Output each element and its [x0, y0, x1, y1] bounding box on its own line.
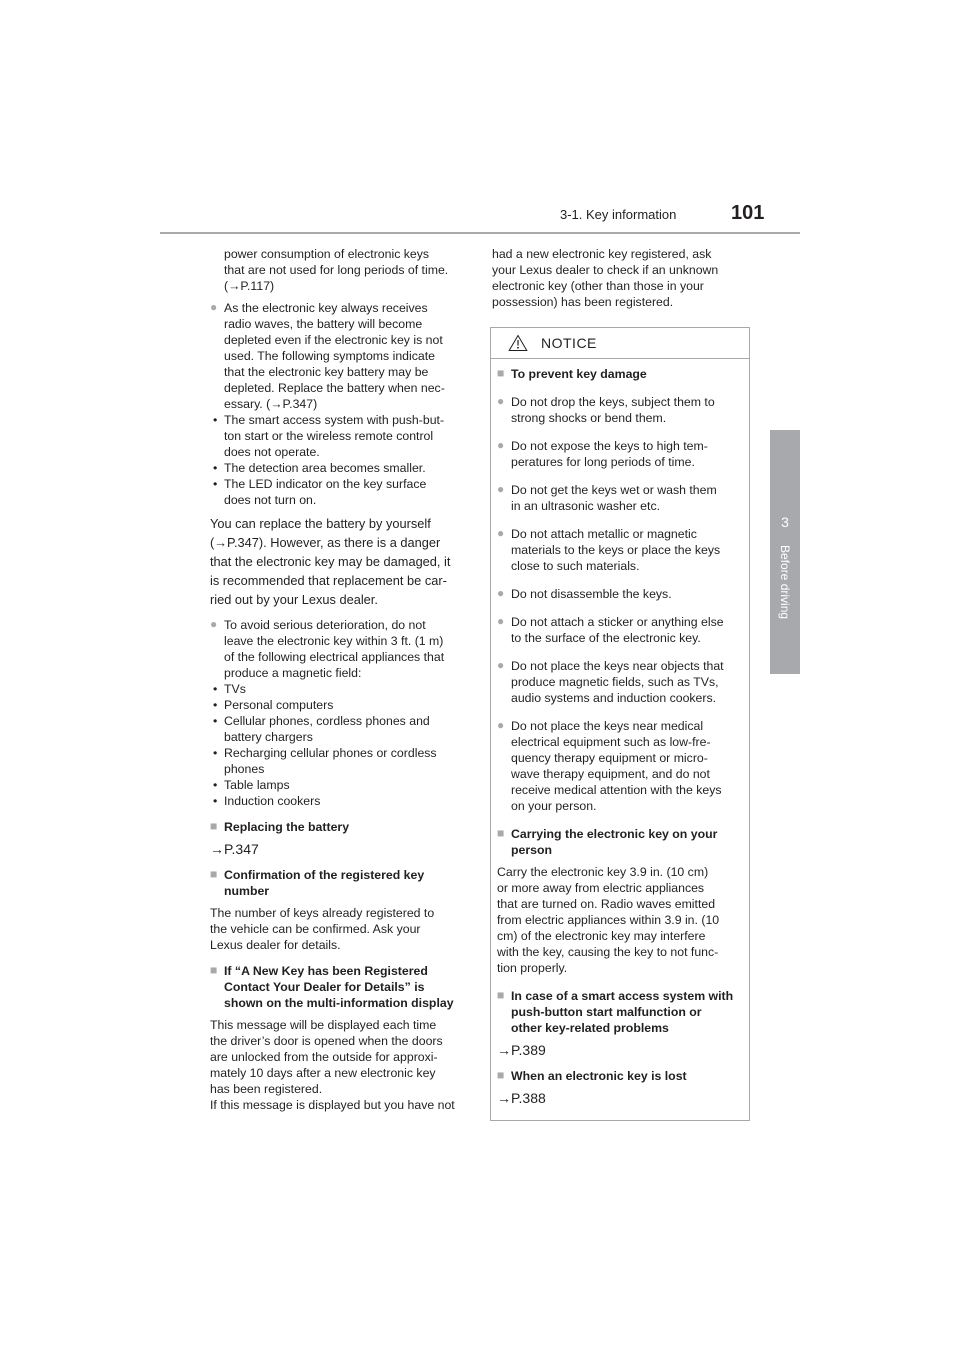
appliance-list [210, 681, 472, 809]
text-line: the driver’s door is opened when the doors [210, 1034, 443, 1048]
text-line: The smart access system with push-but- [224, 413, 445, 427]
text-line: receive medical attention with the keys [511, 783, 722, 797]
notice-bullet [497, 718, 741, 814]
list-item [210, 476, 472, 508]
text-line: Do not place the keys near medical [511, 719, 704, 733]
page-number: 101 [731, 202, 765, 224]
magnetic-field-bullet [210, 617, 472, 681]
text-line: that are turned on. Radio waves emitted [497, 897, 716, 911]
continued-paragraph [210, 246, 472, 294]
text-line: audio systems and induction cookers. [511, 691, 717, 705]
text-line: Do not get the keys wet or wash them [511, 483, 717, 497]
header-rule [160, 232, 800, 234]
text-line: cm) of the electronic key may interfere [497, 929, 706, 943]
list-item [210, 460, 472, 476]
text-line: is recommended that replacement be car- [210, 573, 447, 588]
text-line: Do not disassemble the keys. [511, 587, 672, 601]
text-line: power consumption of electronic keys [224, 247, 430, 261]
new-key-message-paragraph [210, 1017, 472, 1113]
battery-depletion-bullet [210, 300, 472, 412]
text-line: produce magnetic fields, such as TVs, [511, 675, 719, 689]
text-line: Personal computers [224, 698, 334, 712]
list-item [210, 713, 472, 745]
heading-new-key-message [210, 963, 472, 1011]
chapter-number: 3 [781, 514, 789, 530]
text-line: Table lamps [224, 778, 290, 792]
chapter-tab [770, 430, 800, 674]
heading-carrying-key [497, 826, 741, 858]
text-line: does not turn on. [224, 493, 317, 507]
text-line: on your person. [511, 799, 597, 813]
text-line: To avoid serious deterioration, do not [224, 618, 426, 632]
text-line: are unlocked from the outside for approxi- [210, 1050, 438, 1064]
text-line: TVs [224, 682, 246, 696]
text-line: If this message is displayed but you have not [210, 1098, 455, 1112]
text-line: or more away from electric appliances [497, 881, 705, 895]
text-line: (→P.117) [224, 279, 275, 293]
list-item [210, 412, 472, 460]
text-line: Induction cookers [224, 794, 321, 808]
text-line: ton start or the wireless remote control [224, 429, 434, 443]
text-line: produce a magnetic field: [224, 666, 362, 680]
text-line: The number of keys already registered to [210, 906, 435, 920]
reference-p389: →P.389 [497, 1042, 546, 1058]
notice-bullet [497, 526, 741, 574]
text-line: essary. (→P.347) [224, 397, 318, 411]
text-line: electrical equipment such as low-fre- [511, 735, 711, 749]
text-line: quency therapy equipment or micro- [511, 751, 708, 765]
notice-header [491, 328, 749, 359]
list-item [210, 745, 472, 777]
text-line: that the electronic key may be damaged, it [210, 554, 451, 569]
text-line: Do not place the keys near objects that [511, 659, 724, 673]
text-line: Carry the electronic key 3.9 in. (10 cm) [497, 865, 709, 879]
text-line: Carrying the electronic key on your [511, 827, 718, 841]
text-line: used. The following symptoms indicate [224, 349, 435, 363]
text-line: The detection area becomes smaller. [224, 461, 426, 475]
text-line: radio waves, the battery will become [224, 317, 423, 331]
text-line: Do not attach metallic or magnetic [511, 527, 697, 541]
text-line: possession) has been registered. [492, 295, 674, 309]
list-item [210, 697, 472, 713]
notice-bullet [497, 482, 741, 514]
text-line: battery chargers [224, 730, 313, 744]
carrying-key-paragraph [497, 864, 741, 976]
notice-bullet [497, 394, 741, 426]
heading-replacing-battery: ■ Replacing the battery [210, 819, 472, 835]
text-line: the vehicle can be confirmed. Ask your [210, 922, 421, 936]
text-line: other key-related problems [511, 1021, 669, 1035]
text-line: has been registered. [210, 1082, 323, 1096]
text-line: depleted even if the electronic key is not [224, 333, 443, 347]
text-line: Cellular phones, cordless phones and [224, 714, 430, 728]
notice-bullet [497, 586, 741, 602]
text-line: phones [224, 762, 265, 776]
notice-bullet [497, 438, 741, 470]
notice-bullet [497, 614, 741, 646]
warning-triangle-icon [508, 334, 528, 352]
heading-confirmation-key-number [210, 867, 472, 899]
text-line: to the surface of the electronic key. [511, 631, 701, 645]
text-line: The LED indicator on the key surface [224, 477, 427, 491]
list-item [210, 777, 472, 793]
text-line: Lexus dealer for details. [210, 938, 341, 952]
text-line: This message will be displayed each time [210, 1018, 437, 1032]
text-line: person [511, 843, 552, 857]
text-line: from electric appliances within 3.9 in. (10 [497, 913, 720, 927]
notice-box [490, 327, 750, 1121]
confirmation-paragraph [210, 905, 472, 953]
text-line: with the key, causing the key to not func- [497, 945, 719, 959]
text-line: materials to the keys or place the keys [511, 543, 721, 557]
battery-replacement-paragraph [210, 514, 472, 609]
text-line: Do not expose the keys to high tem- [511, 439, 708, 453]
notice-body [491, 359, 749, 1106]
key-damage-list [497, 394, 741, 814]
section-title: 3-1. Key information [560, 207, 677, 222]
text-line: Do not drop the keys, subject them to [511, 395, 715, 409]
heading-prevent-key-damage: ■ To prevent key damage [497, 366, 741, 382]
text-line: that are not used for long periods of time. [224, 263, 449, 277]
text-line: peratures for long periods of time. [511, 455, 695, 469]
left-column [210, 246, 472, 1113]
text-line: Do not attach a sticker or anything else [511, 615, 724, 629]
text-line: You can replace the battery by yourself [210, 516, 431, 531]
reference-p388: →P.388 [497, 1090, 546, 1106]
text-line: tion properly. [497, 961, 568, 975]
text-line: Recharging cellular phones or cordless [224, 746, 437, 760]
text-line: ried out by your Lexus dealer. [210, 592, 378, 607]
text-line: Contact Your Dealer for Details” is [224, 980, 425, 994]
text-line: Confirmation of the registered key [224, 868, 425, 882]
heading-malfunction [497, 988, 741, 1036]
text-line: your Lexus dealer to check if an unknown [492, 263, 719, 277]
text-line: number [224, 884, 270, 898]
text-line: As the electronic key always receives [224, 301, 428, 315]
text-line: does not operate. [224, 445, 320, 459]
notice-bullet [497, 658, 741, 706]
text-line: push-button start malfunction or [511, 1005, 702, 1019]
text-line: strong shocks or bend them. [511, 411, 667, 425]
text-line: had a new electronic key registered, ask [492, 247, 712, 261]
text-line: that the electronic key battery may be [224, 365, 429, 379]
heading-key-lost: ■ When an electronic key is lost [497, 1068, 741, 1084]
continued-paragraph-right [492, 246, 750, 310]
text-line: wave therapy equipment, and do not [511, 767, 710, 781]
text-line: shown on the multi-information display [224, 996, 454, 1010]
text-line: of the following electrical appliances that [224, 650, 445, 664]
text-line: mately 10 days after a new electronic key [210, 1066, 436, 1080]
chapter-label: Before driving [778, 545, 792, 620]
text-line: electronic key (other than those in your [492, 279, 704, 293]
text-line: In case of a smart access system with [511, 989, 734, 1003]
text-line: in an ultrasonic washer etc. [511, 499, 661, 513]
text-line: If “A New Key has been Registered [224, 964, 428, 978]
right-column [492, 246, 750, 310]
text-line: (→P.347). However, as there is a danger [210, 535, 441, 550]
notice-title: NOTICE [541, 335, 597, 351]
text-line: depleted. Replace the battery when nec- [224, 381, 445, 395]
list-item [210, 681, 472, 697]
reference-p347: →P.347 [210, 841, 259, 857]
list-item [210, 793, 472, 809]
text-line: close to such materials. [511, 559, 640, 573]
symptom-list [210, 412, 472, 508]
text-line: leave the electronic key within 3 ft. (1 m) [224, 634, 444, 648]
